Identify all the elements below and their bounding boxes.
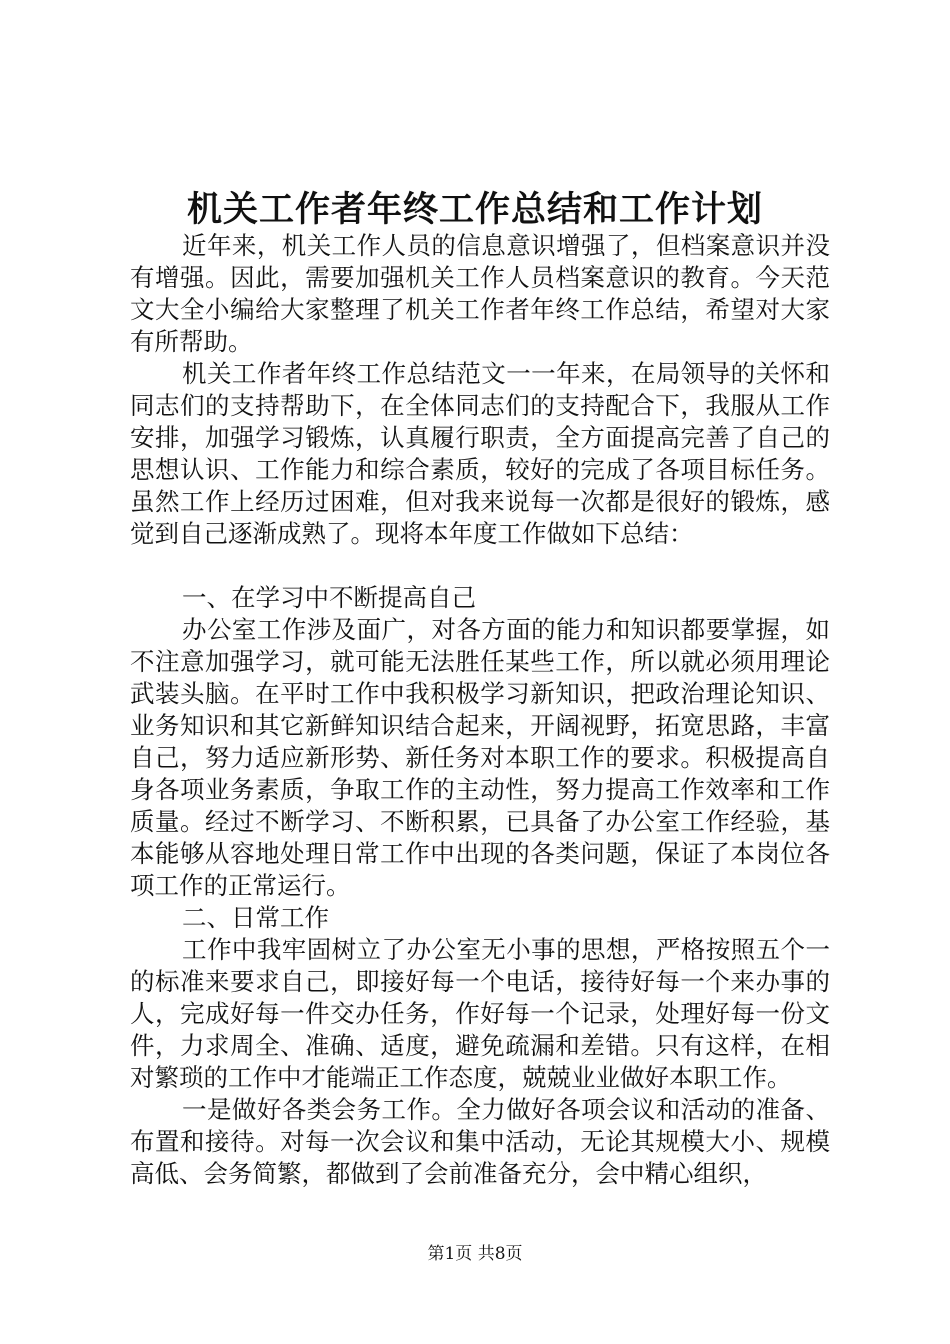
section-2-paragraph-2: 一是做好各类会务工作。全力做好各项会议和活动的准备、布置和接待。对每一次会议和集中活动，无论其规模大小、规模高低、会务简繁，都做到了会前准备充分，会中精心组织， <box>130 1095 830 1188</box>
section-1-paragraph: 办公室工作涉及面广，对各方面的能力和知识都要掌握，如不注意加强学习，就可能无法胜任某些工作，所以就必须用理论武装头脑。在平时工作中我积极学习新知识，把政治理论知识、业务知识和其它新鲜知识结合起来，开阔视野，拓宽思路，丰富自己，努力适应新形势、新任务对本职工作的要求。积极提高自身各项业务素质，争取工作的主动性，努力提高工作效率和工作质量。经过不断学习、不断积累，已具备了办公室工作经验，基本能够从容地处理日常工作中出现的各类问题，保证了本岗位各项工作的正常运行。 <box>130 615 830 900</box>
summary-paragraph: 机关工作者年终工作总结范文一一年来，在局领导的关怀和同志们的支持帮助下，在全体同志们的支持配合下，我服从工作安排，加强学习锻炼，认真履行职责，全方面提高完善了自己的思想认识、工作能力和综合素质，较好的完成了各项目标任务。虽然工作上经历过困难，但对我来说每一次都是很好的锻炼，感觉到自己逐渐成熟了。现将本年度工作做如下总结： <box>130 359 830 548</box>
section-2-paragraph-1: 工作中我牢固树立了办公室无小事的思想，严格按照五个一的标准来要求自己，即接好每一个电话，接待好每一个来办事的人，完成好每一件交办任务，作好每一个记录，处理好每一份文件，力求周全、准确、适度，避免疏漏和差错。只有这样，在相对繁琐的工作中才能端正工作态度，兢兢业业做好本职工作。 <box>130 935 830 1092</box>
document-body <box>130 230 830 1190</box>
section-heading-1: 一、在学习中不断提高自己 <box>182 583 476 612</box>
document-title: 机关工作者年终工作总结和工作计划 <box>186 189 763 230</box>
intro-paragraph: 近年来，机关工作人员的信息意识增强了，但档案意识并没有增强。因此，需要加强机关工作人员档案意识的教育。今天范文大全小编给大家整理了机关工作者年终工作总结，希望对大家有所帮助。 <box>130 231 830 356</box>
section-heading-2: 二、日常工作 <box>182 903 329 932</box>
paragraph-gap <box>130 550 830 582</box>
page-footer: 第1页 共8页 <box>427 1244 523 1264</box>
